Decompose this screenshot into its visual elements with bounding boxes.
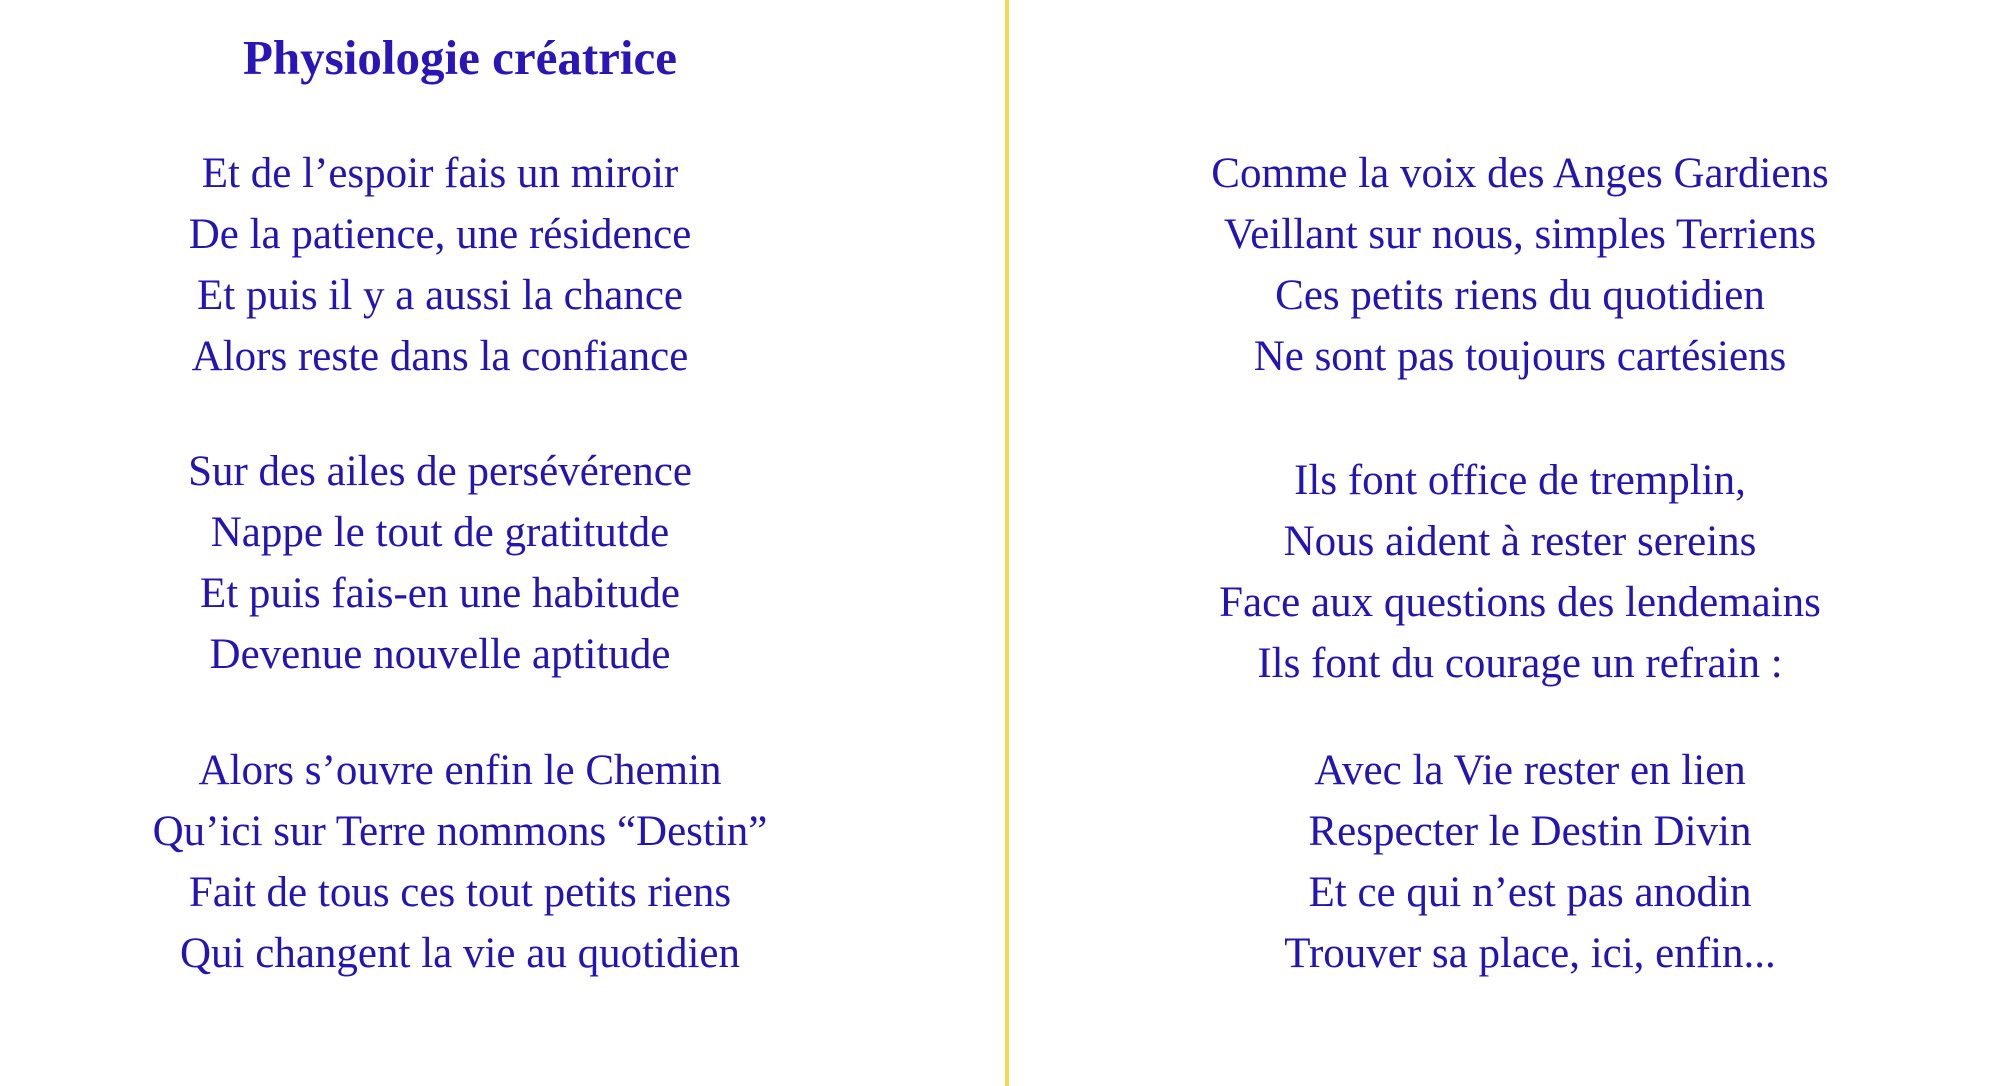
poem-line: Alors reste dans la confiance (191, 333, 689, 380)
poem-line: Et ce qui n’est pas anodin (1308, 869, 1752, 916)
poem-line: Et de l’espoir fais un miroir (201, 150, 679, 197)
poem-line: Trouver sa place, ici, enfin... (1284, 930, 1776, 977)
right-stanza-2 (1090, 450, 1950, 694)
right-stanza-3 (1100, 740, 1960, 984)
poem-line: Avec la Vie rester en lien (1314, 747, 1746, 794)
right-stanza-1 (1090, 143, 1950, 387)
poem-line: Ces petits riens du quotidien (1275, 272, 1765, 319)
poem-line: Alors s’ouvre enfin le Chemin (198, 747, 722, 794)
poem-line: Respecter le Destin Divin (1308, 808, 1752, 855)
poem-line: Ils font office de tremplin, (1294, 457, 1746, 504)
poem-line: Ils font du courage un refrain : (1257, 640, 1783, 687)
poem-line: Nappe le tout de gratitutde (210, 509, 670, 556)
poem-line: Qui changent la vie au quotidien (179, 930, 741, 977)
poem-line: Qu’ici sur Terre nommons “Destin” (152, 808, 768, 855)
left-stanza-2 (0, 441, 880, 685)
poem-line: Comme la voix des Anges Gardiens (1211, 150, 1829, 197)
poem-line: Veillant sur nous, simples Terriens (1223, 211, 1817, 258)
left-stanza-1 (0, 143, 880, 387)
left-stanza-3 (20, 740, 900, 984)
column-divider (1005, 0, 1009, 1086)
poem-line: Devenue nouvelle aptitude (209, 631, 671, 678)
poem-line: Sur des ailes de persévérence (188, 448, 692, 495)
poem-line: Ne sont pas toujours cartésiens (1253, 333, 1787, 380)
poem-line: Et puis il y a aussi la chance (197, 272, 683, 319)
poem-line: Face aux questions des lendemains (1219, 579, 1821, 626)
poem-line: Fait de tous ces tout petits riens (188, 869, 732, 916)
poem-line: Et puis fais-en une habitude (199, 570, 681, 617)
poem-title: Physiologie créatrice (242, 30, 677, 85)
poem-line: De la patience, une résidence (188, 211, 692, 258)
poem-line: Nous aident à rester sereins (1283, 518, 1757, 565)
